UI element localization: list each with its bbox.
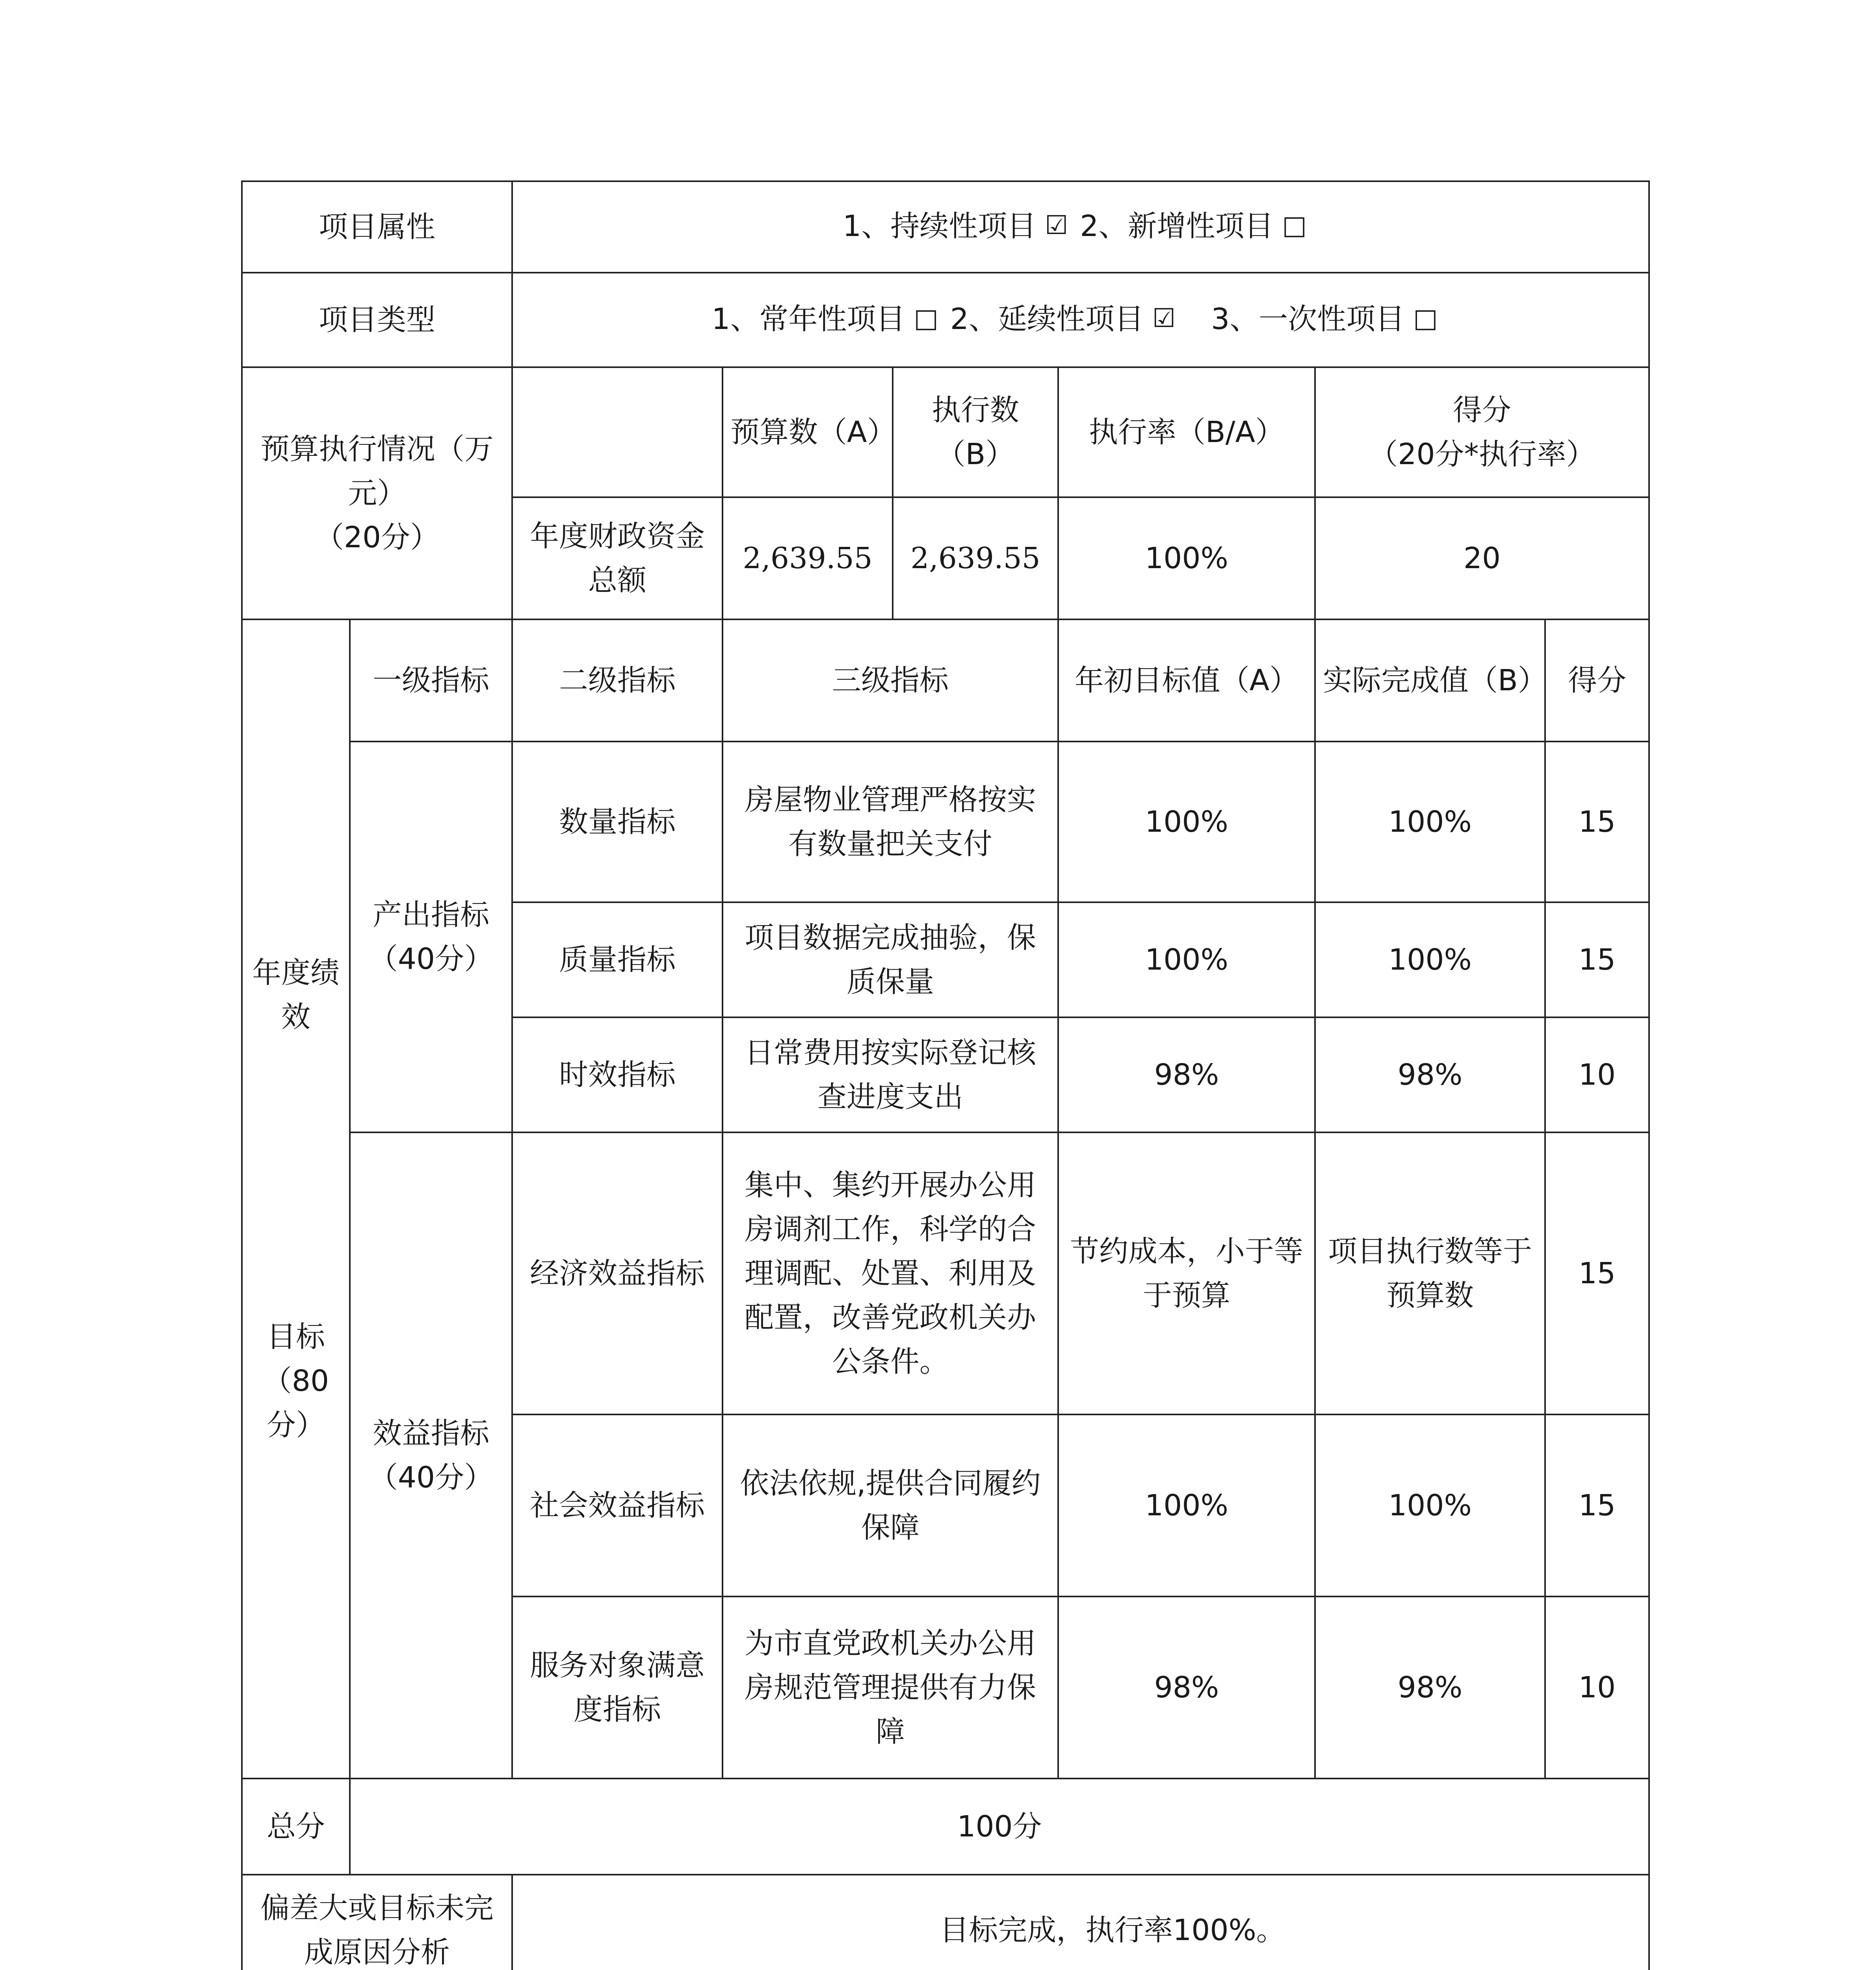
project-attribute-label: 项目属性 (242, 181, 512, 273)
deviation-text: 目标完成，执行率100%。 (512, 1875, 1649, 1970)
project-attribute-options (512, 181, 1649, 273)
score-value: 20 (1315, 497, 1649, 619)
row-score: 10 (1545, 1017, 1649, 1132)
header-score: 得分 (1545, 619, 1649, 742)
output-indicator-label: 产出指标（40分） (350, 742, 512, 1132)
header-level1: 一级指标 (350, 619, 512, 742)
row-level2: 质量指标 (512, 902, 723, 1017)
row-actual: 100% (1315, 742, 1545, 902)
row-target: 100% (1058, 902, 1315, 1017)
checked-box-icon: ☑ (1045, 210, 1068, 241)
unchecked-box-icon: □ (1413, 303, 1438, 334)
row-score: 15 (1545, 1132, 1649, 1414)
row-level2: 时效指标 (512, 1017, 723, 1132)
row-level2: 服务对象满意度指标 (512, 1596, 723, 1779)
performance-table (241, 180, 1650, 1970)
budget-row-label: 年度财政资金总额 (512, 497, 723, 619)
goals-side-label-top: 年度绩效 (252, 956, 340, 1034)
budget-header-a: 预算数（A） (723, 367, 893, 497)
row-actual: 98% (1315, 1596, 1545, 1779)
total-value: 100分 (350, 1779, 1649, 1875)
unchecked-box-icon: □ (1282, 210, 1307, 241)
row-level2: 社会效益指标 (512, 1414, 723, 1596)
row-actual: 项目执行数等于预算数 (1315, 1132, 1545, 1414)
row-level3: 房屋物业管理严格按实有数量把关支付 (723, 742, 1058, 902)
budget-header-score-line2: （20分*执行率） (1369, 437, 1596, 471)
project-type-options (512, 273, 1649, 367)
goals-side-label (242, 619, 350, 1779)
header-target: 年初目标值（A） (1058, 619, 1315, 742)
row-actual: 98% (1315, 1017, 1545, 1132)
row-level3: 日常费用按实际登记核查进度支出 (723, 1017, 1058, 1132)
row-target: 98% (1058, 1017, 1315, 1132)
budget-label-text: 预算执行情况（万元） (260, 432, 494, 510)
row-actual: 100% (1315, 902, 1545, 1017)
row-target: 100% (1058, 742, 1315, 902)
budget-header-b: 执行数（B） (893, 367, 1058, 497)
row-target: 100% (1058, 1414, 1315, 1596)
benefit-indicator-label: 效益指标（40分） (350, 1132, 512, 1779)
type-option-3: 3、一次性项目 (1211, 302, 1405, 336)
attr-option-1: 1、持续性项目 (843, 209, 1036, 243)
attr-option-2: 2、新增性项目 (1080, 209, 1274, 243)
row-score: 15 (1545, 902, 1649, 1017)
budget-label (242, 367, 512, 619)
row-level3: 集中、集约开展办公用房调剂工作，科学的合理调配、处置、利用及配置，改善党政机关办公条件。 (723, 1132, 1058, 1414)
row-level2: 数量指标 (512, 742, 723, 902)
type-option-2: 2、延续性项目 (950, 302, 1144, 336)
row-level3: 依法依规,提供合同履约保障 (723, 1414, 1058, 1596)
type-option-1: 1、常年性项目 (711, 302, 905, 336)
row-level2: 经济效益指标 (512, 1132, 723, 1414)
row-level3: 项目数据完成抽验，保质保量 (723, 902, 1058, 1017)
checked-box-icon: ☑ (1152, 303, 1176, 334)
header-actual: 实际完成值（B） (1315, 619, 1545, 742)
row-actual: 100% (1315, 1414, 1545, 1596)
row-target: 节约成本，小于等于预算 (1058, 1132, 1315, 1414)
project-type-label: 项目类型 (242, 273, 512, 367)
exec-value: 2,639.55 (893, 497, 1058, 619)
header-level2: 二级指标 (512, 619, 723, 742)
row-score: 15 (1545, 742, 1649, 902)
goals-side-label-bottom: 目标（80分） (262, 1320, 329, 1442)
row-score: 15 (1545, 1414, 1649, 1596)
budget-header-rate: 执行率（B/A） (1058, 367, 1315, 497)
budget-value: 2,639.55 (723, 497, 893, 619)
header-level3: 三级指标 (723, 619, 1058, 742)
total-label: 总分 (242, 1779, 350, 1875)
deviation-label: 偏差大或目标未完成原因分析 (242, 1875, 512, 1970)
budget-header-score-line1: 得分 (1453, 393, 1511, 427)
unchecked-box-icon: □ (914, 303, 938, 334)
row-target: 98% (1058, 1596, 1315, 1779)
budget-header-score (1315, 367, 1649, 497)
budget-label-score: （20分） (314, 520, 440, 554)
rate-value: 100% (1058, 497, 1315, 619)
row-level3: 为市直党政机关办公用房规范管理提供有力保障 (723, 1596, 1058, 1779)
row-score: 10 (1545, 1596, 1649, 1779)
budget-header-blank (512, 367, 723, 497)
